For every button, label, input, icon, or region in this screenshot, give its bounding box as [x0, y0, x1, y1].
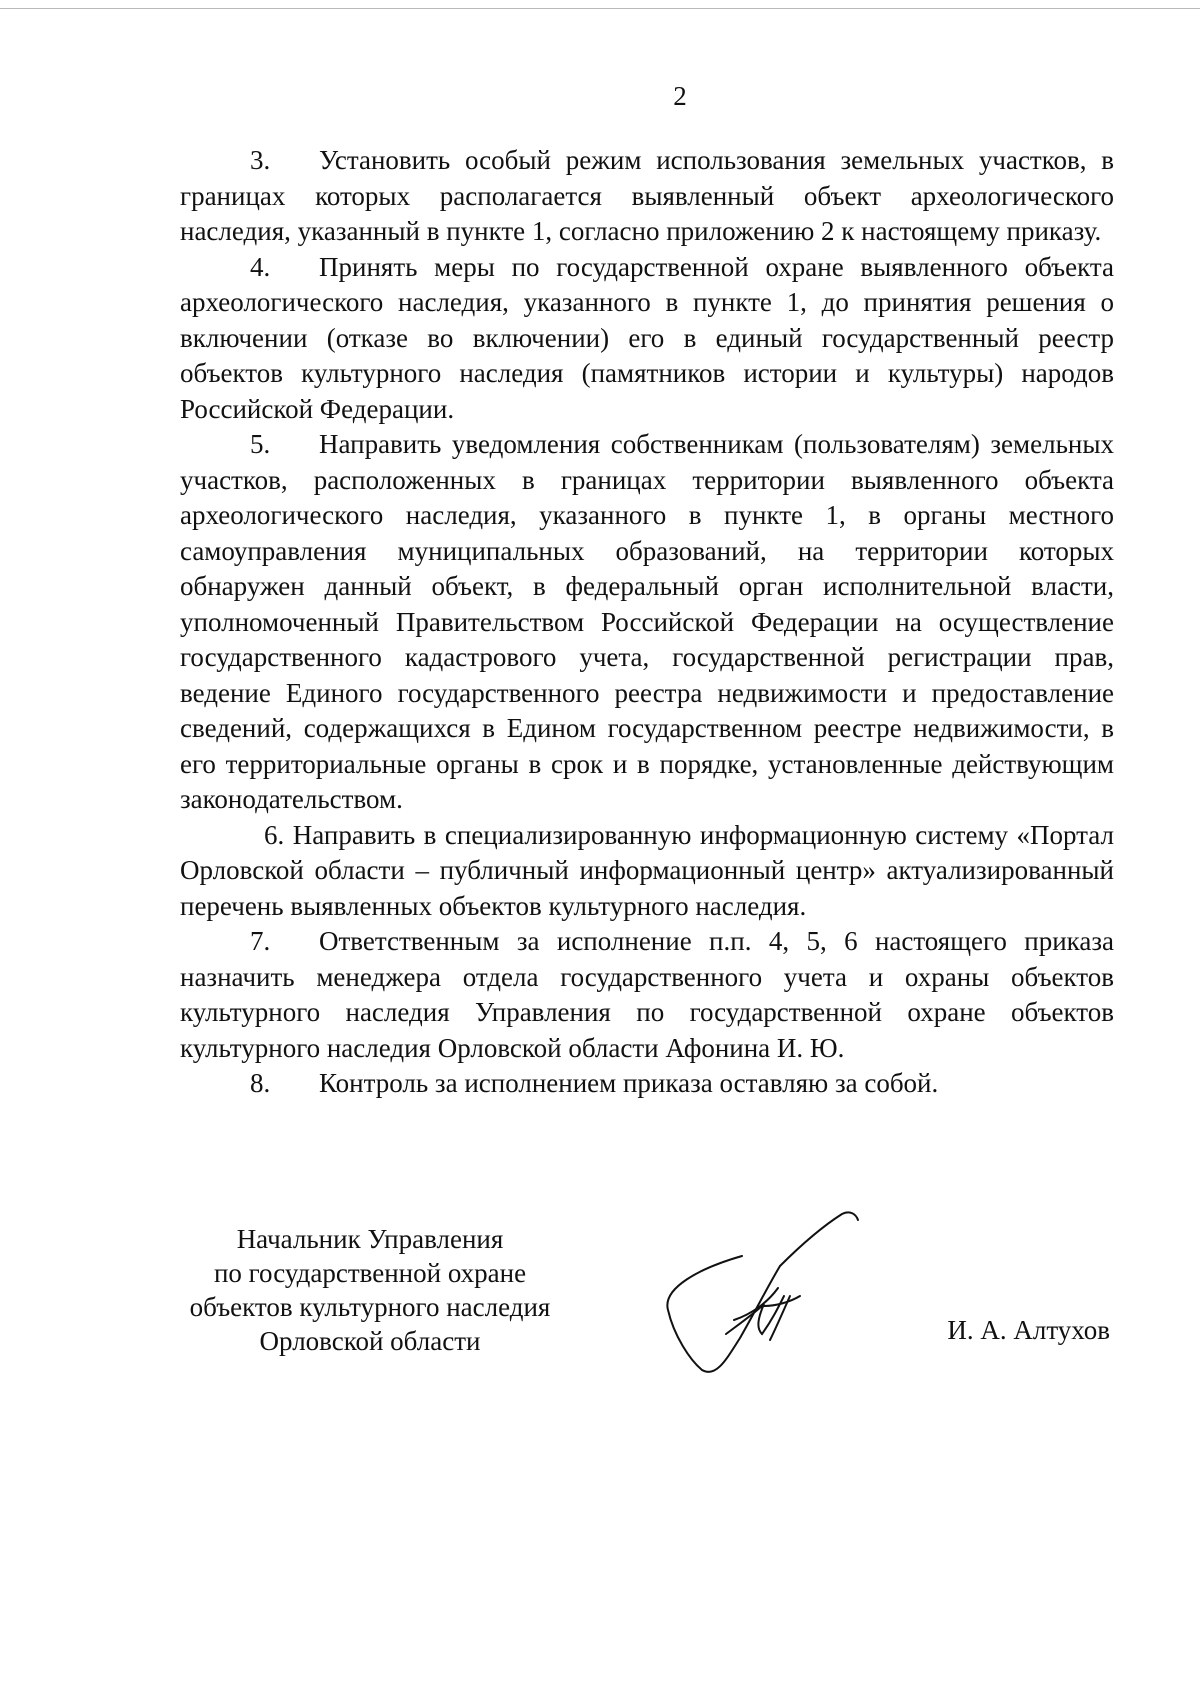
paragraph-number: 3. [250, 145, 271, 175]
paragraph-number: 5. [250, 429, 271, 459]
paragraph-text: Ответственным за исполнение п.п. 4, 5, 6 настоящего приказа назначить менеджера отдела государственного учета и охраны объектов культурного наследия Управления по государственной охране объектов культурного наследия Орловской области Афонина И. Ю. [180, 926, 1114, 1063]
page-number: 2 [673, 81, 687, 111]
position-line: по государственной охране [213, 1258, 527, 1288]
position-line: Орловской области [259, 1326, 481, 1356]
position-line: объектов культурного наследия [189, 1292, 551, 1322]
paragraph-3 [180, 143, 1114, 250]
paragraph-text: Направить уведомления собственникам (пользователям) земельных участков, расположенных в границах территории выявленного объекта археологического наследия, указанного в пункте 1, в органы местного самоуправления муниципальных образований, на территории которых обнаружен данный объект, в федеральный орган исполнительной власти, уполномоченный Правительством Российской Федерации на осуществление государственного кадастрового учета, государственной регистрации прав, ведение Единого государственного реестра недвижимости и предоставление сведений, содержащихся в Едином государственном реестре недвижимости, в его территориальные органы в срок и в порядке, установленные действующим законодательством. [180, 429, 1114, 814]
signer-name: И. А. Алтухов [947, 1315, 1110, 1345]
paragraph-text: Принять меры по государственной охране выявленного объекта археологического наследия, указанного в пункте 1, до принятия решения о включении (отказе во включении) его в единый государственный реестр объектов культурного наследия (памятников истории и культуры) народов Российской Федерации. [180, 251, 1114, 424]
position-line: Начальник Управления [236, 1224, 504, 1254]
paragraph-text: Направить в специализированную информационную систему «Портал Орловской области – публичный информационный центр» актуализированный перечень выявленных объектов культурного наследия. [180, 819, 1115, 921]
handwritten-signature [660, 1210, 880, 1380]
paragraph-text: Контроль за исполнением приказа оставляю за собой. [319, 1068, 939, 1098]
paragraph-number: 4. [250, 251, 271, 282]
paragraph-8 [180, 1066, 1114, 1102]
paragraph-number: 6. [264, 819, 285, 850]
paragraph-number: 7. [250, 926, 271, 956]
paragraph-6 [180, 818, 1114, 925]
signatory-position [160, 1222, 580, 1358]
paragraph-text: Установить особый режим использования земельных участков, в границах которых располагается выявленный объект археологического наследия, указанный в пункте 1, согласно приложению 2 к настоящему приказу. [180, 145, 1114, 246]
paragraph-5 [180, 427, 1114, 818]
scan-top-edge [0, 0, 1200, 9]
paragraph-7 [180, 924, 1114, 1066]
paragraph-4 [180, 250, 1114, 428]
order-body [180, 143, 1114, 1102]
paragraph-number: 8. [250, 1068, 271, 1098]
